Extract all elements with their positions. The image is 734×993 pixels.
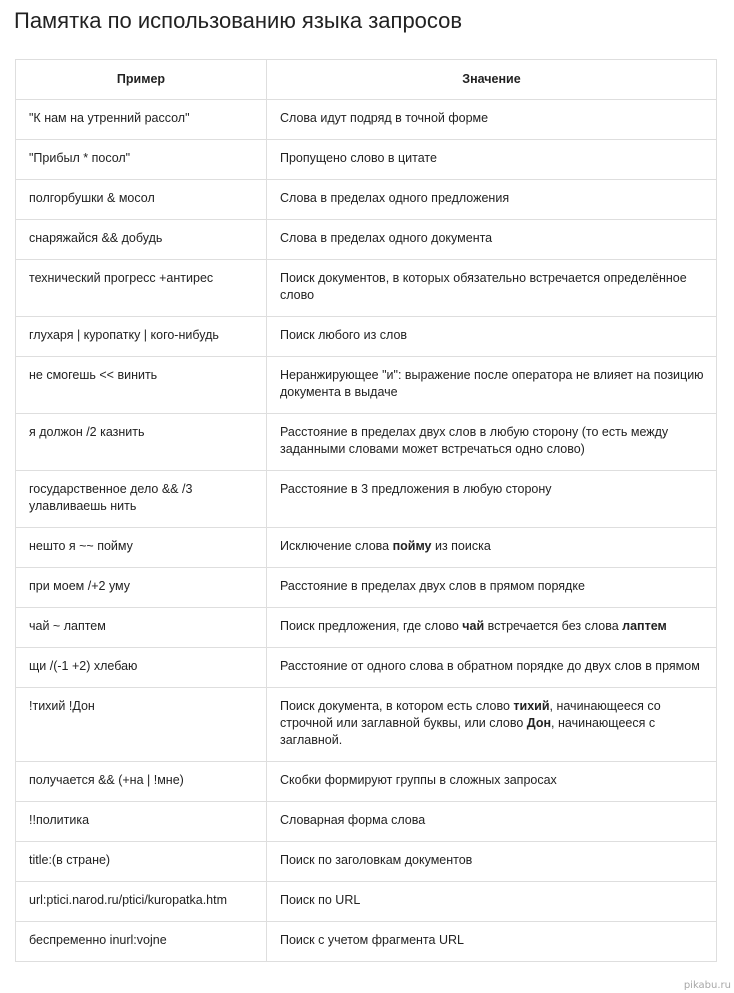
example-cell: беспременно inurl:vojne (16, 922, 267, 962)
meaning-bold-word: лаптем (622, 619, 667, 633)
table-row (16, 608, 717, 648)
meaning-cell (267, 608, 717, 648)
meaning-text: , начинающееся с заглавной. (280, 716, 656, 747)
meaning-cell (267, 140, 717, 180)
example-cell: title:(в стране) (16, 842, 267, 882)
table-header-row (16, 60, 717, 100)
meaning-text: Поиск по URL (280, 893, 361, 907)
meaning-cell (267, 260, 717, 317)
example-cell: !тихий !Дон (16, 688, 267, 762)
meaning-cell (267, 471, 717, 528)
meaning-text: Поиск любого из слов (280, 328, 408, 342)
table-row (16, 802, 717, 842)
table-row (16, 568, 717, 608)
meaning-cell (267, 882, 717, 922)
example-cell: url:ptici.narod.ru/ptici/kuropatka.htm (16, 882, 267, 922)
meaning-text: встречается без слова (484, 619, 623, 633)
meaning-text: из поиска (431, 539, 491, 553)
meaning-text: , начинающееся со строчной или заглавной буквы, или слово (280, 699, 661, 730)
meaning-cell (267, 762, 717, 802)
meaning-text: Расстояние в пределах двух слов в любую сторону (то есть между заданными словами может встречаться одно слово) (280, 425, 669, 456)
meaning-cell (267, 568, 717, 608)
example-cell: технический прогресс +антирес (16, 260, 267, 317)
meaning-cell (267, 220, 717, 260)
meaning-text: Слова идут подряд в точной форме (280, 111, 489, 125)
example-cell: "К нам на утренний рассол" (16, 100, 267, 140)
meaning-text: Исключение слова (280, 539, 393, 553)
meaning-bold-word: пойму (392, 539, 432, 553)
table-row (16, 842, 717, 882)
meaning-cell (267, 357, 717, 414)
table-row (16, 648, 717, 688)
example-cell: !!политика (16, 802, 267, 842)
meaning-text: Расстояние от одного слова в обратном порядке до двух слов в прямом (280, 659, 700, 673)
meaning-text: Поиск предложения, где слово (280, 619, 463, 633)
meaning-bold-word: чай (462, 619, 485, 633)
table-row (16, 357, 717, 414)
meaning-text: Неранжирующее "и": выражение после оператора не влияет на позицию документа в выдаче (280, 368, 704, 399)
meaning-bold-word: тихий (513, 699, 550, 713)
meaning-text: Скобки формируют группы в сложных запросах (280, 773, 557, 787)
meaning-bold-word: Дон (526, 716, 552, 730)
table-row (16, 688, 717, 762)
table-row (16, 414, 717, 471)
meaning-cell (267, 648, 717, 688)
meaning-text: Поиск документа, в котором есть слово (280, 699, 514, 713)
meaning-text: Расстояние в 3 предложения в любую сторону (280, 482, 552, 496)
meaning-cell (267, 688, 717, 762)
meaning-text: Поиск с учетом фрагмента URL (280, 933, 464, 947)
meaning-cell (267, 414, 717, 471)
meaning-cell (267, 842, 717, 882)
example-cell: чай ~ лаптем (16, 608, 267, 648)
meaning-text: Поиск документов, в которых обязательно встречается определённое слово (280, 271, 687, 302)
meaning-text: Словарная форма слова (280, 813, 426, 827)
page-title: Памятка по использованию языка запросов (14, 8, 463, 33)
table-row (16, 220, 717, 260)
table-row (16, 260, 717, 317)
meaning-cell (267, 922, 717, 962)
meaning-cell (267, 528, 717, 568)
example-cell: полгорбушки & мосол (16, 180, 267, 220)
meaning-text: Слова в пределах одного предложения (280, 191, 510, 205)
table-row (16, 528, 717, 568)
meaning-cell (267, 317, 717, 357)
meaning-cell (267, 100, 717, 140)
meaning-cell (267, 802, 717, 842)
column-header-meaning: Значение (267, 60, 717, 100)
table-row (16, 180, 717, 220)
table-row (16, 471, 717, 528)
column-header-example: Пример (16, 60, 267, 100)
table-row (16, 140, 717, 180)
example-cell: я должон /2 казнить (16, 414, 267, 471)
table-row (16, 100, 717, 140)
example-cell: глухаря | куропатку | кого-нибудь (16, 317, 267, 357)
meaning-text: Слова в пределах одного документа (280, 231, 493, 245)
example-cell: государственное дело && /3 улавливаешь нить (16, 471, 267, 528)
example-cell: не смогешь << винить (16, 357, 267, 414)
query-syntax-table (15, 59, 717, 962)
meaning-text: Расстояние в пределах двух слов в прямом порядке (280, 579, 585, 593)
example-cell: получается && (+на | !мне) (16, 762, 267, 802)
table-row (16, 317, 717, 357)
meaning-text: Поиск по заголовкам документов (280, 853, 473, 867)
example-cell: нешто я ~~ пойму (16, 528, 267, 568)
meaning-text: Пропущено слово в цитате (280, 151, 437, 165)
example-cell: снаряжайся && добудь (16, 220, 267, 260)
example-cell: щи /(-1 +2) хлебаю (16, 648, 267, 688)
meaning-cell (267, 180, 717, 220)
table-row (16, 882, 717, 922)
example-cell: при моем /+2 уму (16, 568, 267, 608)
watermark: pikabu.ru (683, 980, 731, 991)
example-cell: "Прибыл * посол" (16, 140, 267, 180)
table-row (16, 922, 717, 962)
table-row (16, 762, 717, 802)
